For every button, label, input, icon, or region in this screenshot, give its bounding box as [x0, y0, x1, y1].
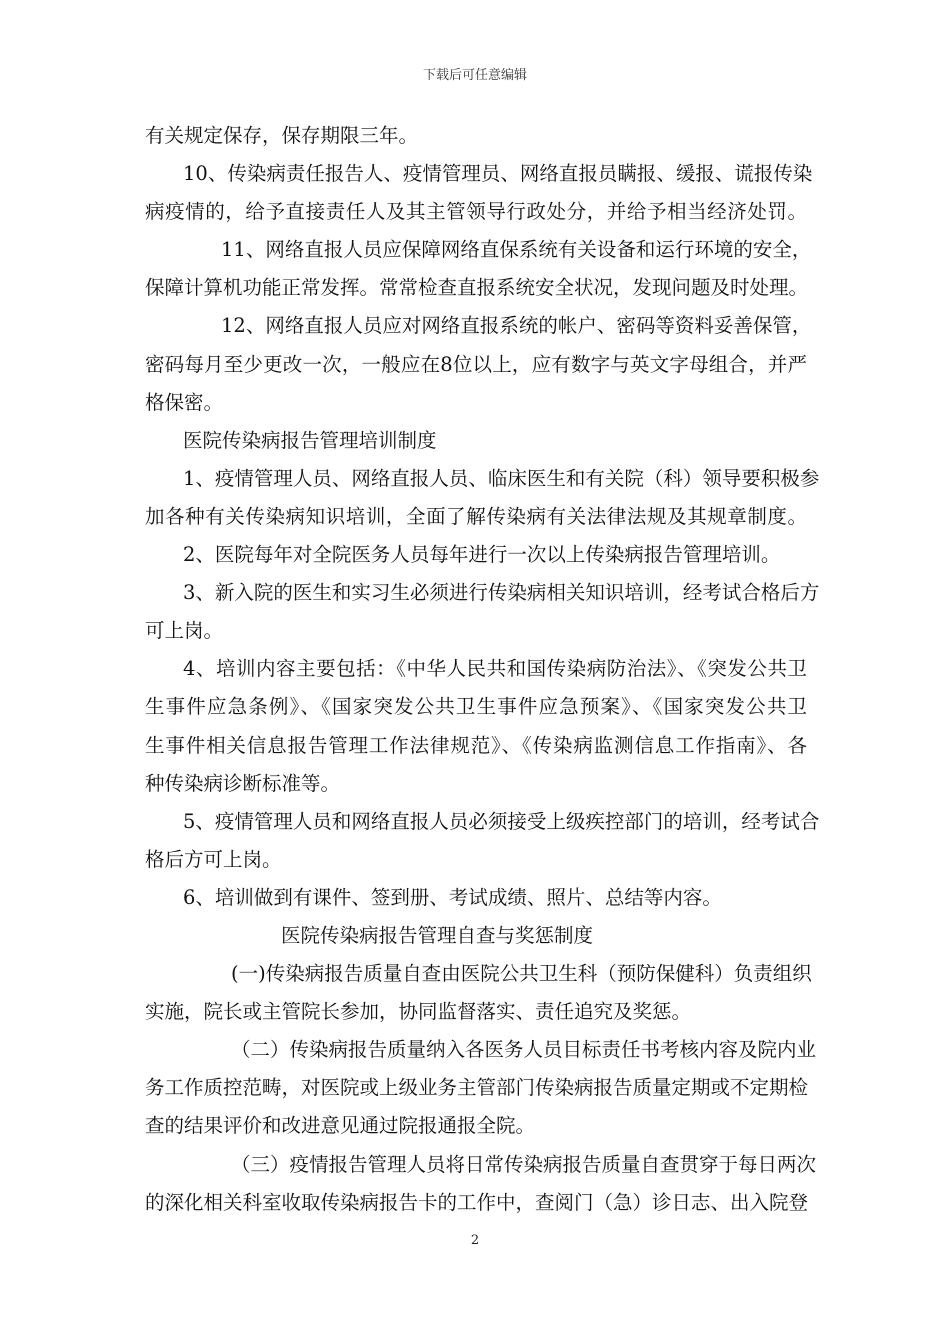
paragraph-line: 格后方可上岗。: [145, 847, 282, 871]
paragraph-line: 生事件应急条例》、《国家突发公共卫生事件应急预案》、《国家突发公共卫: [145, 695, 807, 719]
paragraph-line: 密码每月至少更改一次，一般应在8位以上，应有数字与英文字母组合，并严: [145, 352, 807, 376]
section-heading: 医院传染病报告管理自查与奖惩制度: [281, 923, 594, 947]
paragraph-line: 12、网络直报人员应对网络直报系统的帐户、密码等资料妥善保管，: [221, 314, 812, 338]
paragraph-line: (一)传染病报告质量自查由医院公共卫生科（预防保健科）负责组织: [231, 962, 812, 986]
paragraph-line: 保障计算机功能正常发挥。常常检查直报系统安全状况，发现问题及时处理。: [145, 276, 809, 300]
paragraph-line: 6、培训做到有课件、签到册、考试成绩、照片、总结等内容。: [183, 885, 722, 909]
document-body: [145, 117, 820, 1222]
paragraph-line: 种传染病诊断标准等。: [145, 771, 341, 795]
paragraph-line: 有关规定保存，保存期限三年。: [145, 124, 419, 147]
paragraph-line: 加各种有关传染病知识培训，全面了解传染病有关法律法规及其规章制度。: [145, 504, 807, 528]
paragraph-line: 5、疫情管理人员和网络直报人员必须接受上级疾控部门的培训，经考试合: [183, 809, 820, 833]
paragraph-line: 的深化相关科室收取传染病报告卡的工作中，查阅门（急）诊日志、出入院登: [145, 1190, 809, 1214]
page-header: 下载后可任意编辑: [422, 68, 527, 83]
paragraph-line: 实施，院长或主管院长参加，协同监督落实、责任追究及奖惩。: [145, 1000, 692, 1024]
paragraph-line: 10、传染病责任报告人、疫情管理员、网络直报员瞒报、缓报、谎报传染: [183, 162, 813, 186]
paragraph-line: （三）疫情报告管理人员将日常传染病报告质量自查贯穿于每日两次: [231, 1152, 817, 1176]
paragraph-line: 3、新入院的医生和实习生必须进行传染病相关知识培训，经考试合格后方: [183, 581, 820, 605]
section-heading: 医院传染病报告管理培训制度: [183, 428, 437, 452]
paragraph-line: 可上岗。: [145, 619, 224, 643]
paragraph-line: 病疫情的，给予直接责任人及其主管领导行政处分，并给予相当经济处罚。: [145, 200, 807, 224]
paragraph-line: 4、培训内容主要包括：《中华人民共和国传染病防治法》、《突发公共卫: [183, 657, 807, 681]
paragraph-line: 2、医院每年对全院医务人员每年进行一次以上传染病报告管理培训。: [183, 543, 781, 567]
paragraph-line: 11、网络直报人员应保障网络直保系统有关设备和运行环境的安全，: [221, 238, 812, 262]
paragraph-line: 生事件相关信息报告管理工作法律规范》、《传染病监测信息工作指南》、各: [145, 733, 807, 757]
paragraph-line: 1、疫情管理人员、网络直报人员、临床医生和有关院（科）领导要积极参: [183, 466, 820, 490]
paragraph-line: 查的结果评价和改进意见通过院报通报全院。: [145, 1114, 536, 1138]
paragraph-line: 务工作质控范畴，对医院或上级业务主管部门传染病报告质量定期或不定期检: [145, 1076, 809, 1100]
page-number: 2: [470, 1233, 480, 1248]
paragraph-line: （二）传染病报告质量纳入各医务人员目标责任书考核内容及院内业: [231, 1038, 817, 1062]
paragraph-line: 格保密。: [145, 390, 224, 414]
